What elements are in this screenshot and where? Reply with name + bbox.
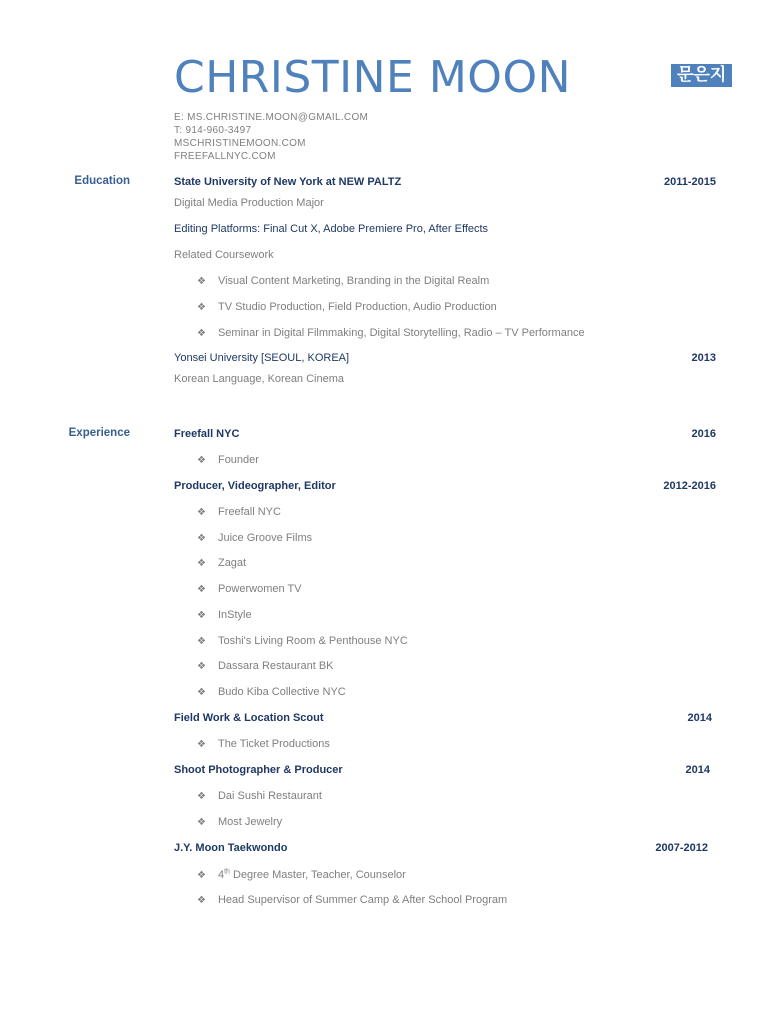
school-2-name: Yonsei University [SEOUL, KOREA] <box>174 352 350 364</box>
korean-name-badge: 문은지 <box>671 64 732 87</box>
bullet-icon: ❖ <box>197 610 206 621</box>
list-item: ❖ Freefall NYC <box>197 506 281 518</box>
list-item: ❖ Seminar in Digital Filmmaking, Digital Storytelling, Radio – TV Performance <box>197 327 585 339</box>
contact-block <box>174 111 368 163</box>
coursework-label: Related Coursework <box>174 249 274 261</box>
job-title: Shoot Photographer & Producer <box>174 764 343 776</box>
bullet-icon: ❖ <box>197 328 206 339</box>
list-item: ❖ Dassara Restaurant BK <box>197 660 334 672</box>
list-item: ❖ Head Supervisor of Summer Camp & After School Program <box>197 894 508 906</box>
school-1-name: State University of New York at NEW PALTZ <box>174 176 402 188</box>
job-title: J.Y. Moon Taekwondo <box>174 842 288 854</box>
contact-website-2: FREEFALLNYC.COM <box>174 151 276 162</box>
list-item: ❖ 4th Degree Master, Teacher, Counselor <box>197 868 406 881</box>
bullet-icon: ❖ <box>197 533 206 544</box>
job-years: 2007-2012 <box>655 842 708 854</box>
contact-website: MSCHRISTINEMOON.COM <box>174 138 306 149</box>
bullet-icon: ❖ <box>197 791 206 802</box>
list-item: ❖ Powerwomen TV <box>197 583 302 595</box>
job-years: 2014 <box>685 764 710 776</box>
list-item: ❖ Dai Sushi Restaurant <box>197 790 322 802</box>
bullet-icon: ❖ <box>197 869 206 881</box>
candidate-name: CHRISTINE MOON <box>174 52 571 103</box>
contact-phone: T: 914-960-3497 <box>174 125 252 136</box>
list-item: ❖ Visual Content Marketing, Branding in the Digital Realm <box>197 275 490 287</box>
bullet-icon: ❖ <box>197 455 206 466</box>
bullet-icon: ❖ <box>197 276 206 287</box>
list-item: ❖ Most Jewelry <box>197 816 283 828</box>
list-item: ❖ Toshi's Living Room & Penthouse NYC <box>197 635 408 647</box>
contact-email: E: MS.CHRISTINE.MOON@GMAIL.COM <box>174 112 369 123</box>
experience-label: Experience <box>68 427 130 439</box>
job-years: 2012-2016 <box>663 480 716 492</box>
editing-platforms: Editing Platforms: Final Cut X, Adobe Premiere Pro, After Effects <box>174 223 489 235</box>
job-years: 2016 <box>691 428 716 440</box>
list-item: ❖ Juice Groove Films <box>197 532 313 544</box>
bullet-icon: ❖ <box>197 302 206 313</box>
bullet-icon: ❖ <box>197 584 206 595</box>
list-item: ❖ TV Studio Production, Field Production, Audio Production <box>197 301 497 313</box>
list-item: ❖ Zagat <box>197 557 247 569</box>
bullet-icon: ❖ <box>197 687 206 698</box>
list-item: ❖ Founder <box>197 454 259 466</box>
bullet-icon: ❖ <box>197 817 206 828</box>
major: Digital Media Production Major <box>174 197 324 209</box>
education-label: Education <box>74 175 130 187</box>
bullet-icon: ❖ <box>197 895 206 906</box>
bullet-icon: ❖ <box>197 558 206 569</box>
list-item: ❖ Budo Kiba Collective NYC <box>197 686 346 698</box>
job-title: Field Work & Location Scout <box>174 712 324 724</box>
bullet-icon: ❖ <box>197 507 206 518</box>
bullet-icon: ❖ <box>197 739 206 750</box>
list-item: ❖ The Ticket Productions <box>197 738 330 750</box>
school-2-years: 2013 <box>691 352 716 364</box>
bullet-icon: ❖ <box>197 636 206 647</box>
bullet-icon: ❖ <box>197 661 206 672</box>
job-years: 2014 <box>687 712 712 724</box>
job-title: Producer, Videographer, Editor <box>174 480 336 492</box>
list-item: ❖ InStyle <box>197 609 252 621</box>
school-1-years: 2011-2015 <box>664 176 716 188</box>
school-2-detail: Korean Language, Korean Cinema <box>174 373 345 385</box>
job-title: Freefall NYC <box>174 428 240 440</box>
